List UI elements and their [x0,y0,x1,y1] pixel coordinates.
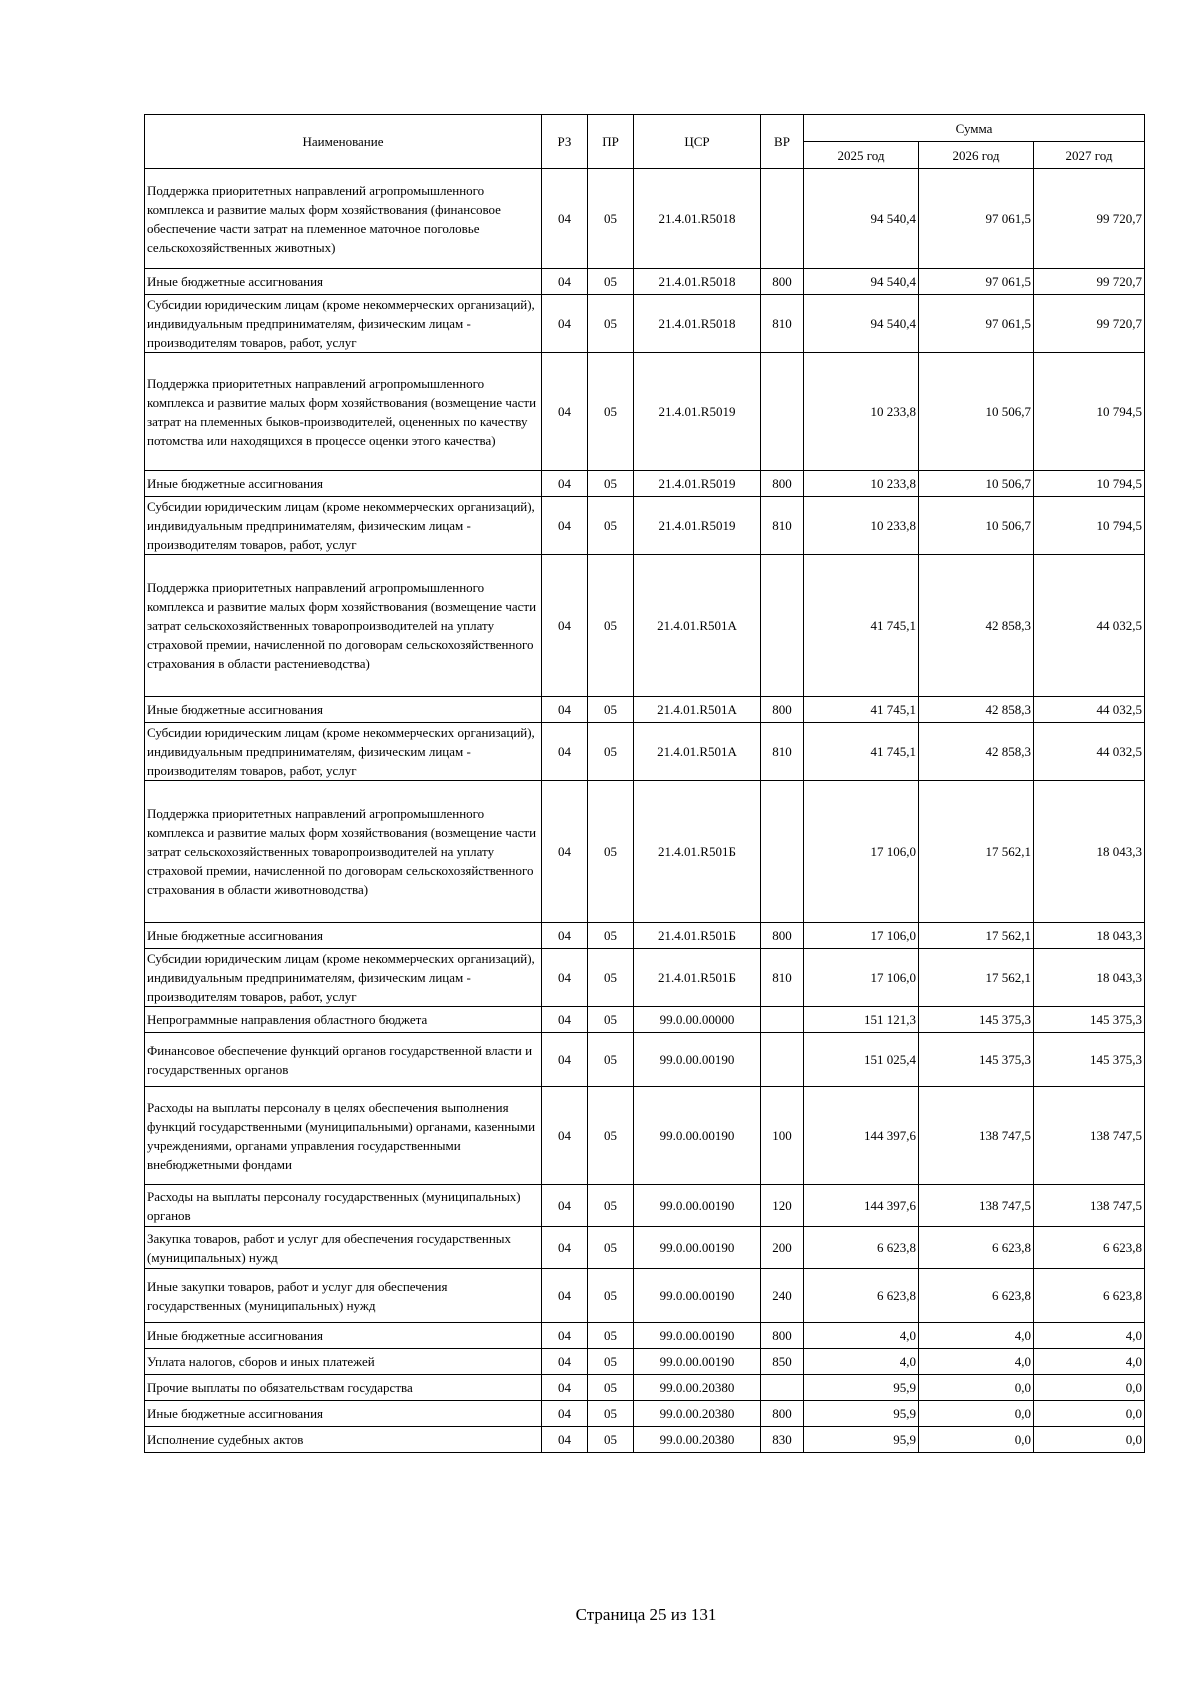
cell-2026: 6 623,8 [919,1227,1034,1269]
cell-2026: 42 858,3 [919,723,1034,781]
cell-rz: 04 [542,1375,588,1401]
page-number: Страница 25 из 131 [575,1605,717,1624]
cell-2026: 0,0 [919,1401,1034,1427]
cell-2025: 94 540,4 [804,169,919,269]
cell-2027: 138 747,5 [1034,1185,1145,1227]
cell-vr [761,555,804,697]
cell-vr: 810 [761,949,804,1007]
table-row [145,781,1145,923]
cell-vr: 800 [761,1401,804,1427]
cell-vr: 240 [761,1269,804,1323]
cell-2026: 0,0 [919,1427,1034,1453]
table-row [145,1007,1145,1033]
cell-vr: 120 [761,1185,804,1227]
cell-pr: 05 [588,723,634,781]
cell-2027: 99 720,7 [1034,169,1145,269]
cell-2027: 145 375,3 [1034,1007,1145,1033]
cell-pr: 05 [588,169,634,269]
cell-pr: 05 [588,1185,634,1227]
cell-2025: 17 106,0 [804,923,919,949]
cell-name: Финансовое обеспечение функций органов государственной власти и государственных органов [145,1033,542,1087]
header-vr: ВР [761,115,804,169]
cell-2026: 138 747,5 [919,1087,1034,1185]
cell-rz: 04 [542,169,588,269]
cell-2025: 144 397,6 [804,1087,919,1185]
cell-csr: 21.4.01.R5018 [634,169,761,269]
cell-vr: 800 [761,269,804,295]
cell-name: Субсидии юридическим лицам (кроме некоммерческих организаций), индивидуальным предпринимателям, физическим лицам - производителям товаров, работ, услуг [145,723,542,781]
cell-rz: 04 [542,471,588,497]
header-year-2027: 2027 год [1034,142,1145,169]
cell-2027: 99 720,7 [1034,295,1145,353]
cell-rz: 04 [542,269,588,295]
cell-name: Иные бюджетные ассигнования [145,697,542,723]
header-csr: ЦСР [634,115,761,169]
cell-vr [761,781,804,923]
cell-2027: 6 623,8 [1034,1227,1145,1269]
table-body [145,169,1145,1453]
cell-2025: 17 106,0 [804,781,919,923]
cell-pr: 05 [588,1269,634,1323]
cell-2025: 10 233,8 [804,471,919,497]
cell-csr: 99.0.00.00190 [634,1349,761,1375]
cell-csr: 21.4.01.R501А [634,723,761,781]
cell-2025: 6 623,8 [804,1269,919,1323]
cell-rz: 04 [542,697,588,723]
cell-2027: 0,0 [1034,1427,1145,1453]
cell-name: Иные бюджетные ассигнования [145,1401,542,1427]
cell-name: Поддержка приоритетных направлений агропромышленного комплекса и развитие малых форм хозяйствования (возмещение части затрат сельскохозяйственных товаропроизводителей на уплату страховой премии, начисленной по договорам сельскохозяйственного страхования в области животноводства) [145,781,542,923]
cell-csr: 99.0.00.00190 [634,1323,761,1349]
cell-rz: 04 [542,1427,588,1453]
table-row [145,1227,1145,1269]
cell-2026: 97 061,5 [919,169,1034,269]
cell-vr: 800 [761,923,804,949]
cell-name: Поддержка приоритетных направлений агропромышленного комплекса и развитие малых форм хозяйствования (финансовое обеспечение части затрат на племенное маточное поголовье сельскохозяйственных животных) [145,169,542,269]
cell-rz: 04 [542,1349,588,1375]
table-row [145,295,1145,353]
cell-csr: 21.4.01.R501А [634,697,761,723]
cell-2027: 4,0 [1034,1323,1145,1349]
cell-csr: 99.0.00.00190 [634,1087,761,1185]
cell-name: Иные закупки товаров, работ и услуг для обеспечения государственных (муниципальных) нужд [145,1269,542,1323]
cell-csr: 99.0.00.00190 [634,1185,761,1227]
cell-2025: 41 745,1 [804,723,919,781]
cell-rz: 04 [542,497,588,555]
cell-2026: 10 506,7 [919,497,1034,555]
cell-2027: 44 032,5 [1034,555,1145,697]
cell-vr: 800 [761,697,804,723]
cell-rz: 04 [542,1185,588,1227]
table-row [145,723,1145,781]
cell-2025: 10 233,8 [804,353,919,471]
header-year-2026: 2026 год [919,142,1034,169]
cell-pr: 05 [588,1427,634,1453]
cell-2027: 18 043,3 [1034,949,1145,1007]
cell-pr: 05 [588,353,634,471]
cell-csr: 99.0.00.20380 [634,1427,761,1453]
cell-2026: 17 562,1 [919,949,1034,1007]
cell-pr: 05 [588,1401,634,1427]
header-year-2025: 2025 год [804,142,919,169]
cell-pr: 05 [588,1323,634,1349]
cell-name: Субсидии юридическим лицам (кроме некоммерческих организаций), индивидуальным предпринимателям, физическим лицам - производителям товаров, работ, услуг [145,295,542,353]
cell-2025: 94 540,4 [804,295,919,353]
cell-vr [761,1375,804,1401]
cell-2027: 145 375,3 [1034,1033,1145,1087]
cell-pr: 05 [588,497,634,555]
cell-2026: 97 061,5 [919,269,1034,295]
table-row [145,1033,1145,1087]
cell-pr: 05 [588,269,634,295]
table-row [145,1349,1145,1375]
cell-rz: 04 [542,1033,588,1087]
cell-name: Поддержка приоритетных направлений агропромышленного комплекса и развитие малых форм хозяйствования (возмещение части затрат сельскохозяйственных товаропроизводителей на уплату страховой премии, начисленной по договорам сельскохозяйственного страхования в области растениеводства) [145,555,542,697]
cell-name: Иные бюджетные ассигнования [145,1323,542,1349]
cell-name: Непрограммные направления областного бюджета [145,1007,542,1033]
cell-2027: 10 794,5 [1034,497,1145,555]
cell-vr: 830 [761,1427,804,1453]
cell-csr: 99.0.00.20380 [634,1401,761,1427]
cell-vr [761,1033,804,1087]
table-header [145,115,1145,169]
cell-2025: 41 745,1 [804,555,919,697]
header-name: Наименование [145,115,542,169]
cell-2025: 4,0 [804,1323,919,1349]
cell-pr: 05 [588,1349,634,1375]
cell-name: Исполнение судебных актов [145,1427,542,1453]
cell-rz: 04 [542,1087,588,1185]
cell-csr: 21.4.01.R501Б [634,923,761,949]
table-row [145,1087,1145,1185]
cell-name: Уплата налогов, сборов и иных платежей [145,1349,542,1375]
cell-pr: 05 [588,1227,634,1269]
cell-2026: 42 858,3 [919,555,1034,697]
cell-vr: 200 [761,1227,804,1269]
cell-pr: 05 [588,697,634,723]
header-sum: Сумма [804,115,1145,142]
table-row [145,169,1145,269]
cell-2025: 4,0 [804,1349,919,1375]
cell-2026: 10 506,7 [919,353,1034,471]
cell-2027: 6 623,8 [1034,1269,1145,1323]
cell-2027: 138 747,5 [1034,1087,1145,1185]
header-pr: ПР [588,115,634,169]
cell-vr: 850 [761,1349,804,1375]
cell-2027: 44 032,5 [1034,697,1145,723]
cell-2026: 145 375,3 [919,1007,1034,1033]
cell-pr: 05 [588,949,634,1007]
cell-rz: 04 [542,1227,588,1269]
cell-pr: 05 [588,471,634,497]
cell-2026: 6 623,8 [919,1269,1034,1323]
cell-rz: 04 [542,781,588,923]
cell-2026: 145 375,3 [919,1033,1034,1087]
cell-2025: 144 397,6 [804,1185,919,1227]
cell-csr: 99.0.00.00000 [634,1007,761,1033]
cell-vr: 800 [761,1323,804,1349]
cell-2027: 99 720,7 [1034,269,1145,295]
cell-rz: 04 [542,353,588,471]
cell-csr: 21.4.01.R5019 [634,471,761,497]
cell-rz: 04 [542,1007,588,1033]
cell-name: Поддержка приоритетных направлений агропромышленного комплекса и развитие малых форм хозяйствования (возмещение части затрат на племенных быков-производителей, оцененных по качеству потомства или находящихся в процессе оценки этого качества) [145,353,542,471]
cell-2026: 4,0 [919,1349,1034,1375]
table-row [145,269,1145,295]
cell-2025: 10 233,8 [804,497,919,555]
cell-name: Прочие выплаты по обязательствам государства [145,1375,542,1401]
cell-name: Расходы на выплаты персоналу в целях обеспечения выполнения функций государственными (муниципальными) органами, казенными учреждениями, органами управления государственными внебюджетными фондами [145,1087,542,1185]
cell-vr [761,169,804,269]
cell-vr: 800 [761,471,804,497]
cell-2025: 95,9 [804,1375,919,1401]
cell-2027: 0,0 [1034,1375,1145,1401]
cell-2026: 10 506,7 [919,471,1034,497]
cell-2025: 95,9 [804,1401,919,1427]
table-row [145,1185,1145,1227]
table-row [145,1427,1145,1453]
cell-csr: 99.0.00.00190 [634,1269,761,1323]
cell-vr: 810 [761,723,804,781]
cell-name: Расходы на выплаты персоналу государственных (муниципальных) органов [145,1185,542,1227]
cell-2026: 17 562,1 [919,781,1034,923]
cell-2025: 17 106,0 [804,949,919,1007]
cell-vr: 100 [761,1087,804,1185]
cell-2026: 42 858,3 [919,697,1034,723]
header-rz: РЗ [542,115,588,169]
cell-csr: 21.4.01.R501А [634,555,761,697]
cell-rz: 04 [542,923,588,949]
cell-csr: 21.4.01.R501Б [634,781,761,923]
cell-2025: 41 745,1 [804,697,919,723]
cell-2026: 138 747,5 [919,1185,1034,1227]
table-row [145,923,1145,949]
cell-rz: 04 [542,1401,588,1427]
cell-pr: 05 [588,1087,634,1185]
cell-csr: 21.4.01.R5019 [634,497,761,555]
budget-table [144,114,1145,1453]
cell-pr: 05 [588,781,634,923]
cell-csr: 21.4.01.R501Б [634,949,761,1007]
cell-2027: 0,0 [1034,1401,1145,1427]
table-row [145,353,1145,471]
cell-2027: 18 043,3 [1034,923,1145,949]
cell-csr: 99.0.00.00190 [634,1033,761,1087]
cell-rz: 04 [542,1323,588,1349]
cell-2025: 151 121,3 [804,1007,919,1033]
cell-2025: 94 540,4 [804,269,919,295]
cell-csr: 99.0.00.00190 [634,1227,761,1269]
table-row [145,1375,1145,1401]
cell-name: Закупка товаров, работ и услуг для обеспечения государственных (муниципальных) нужд [145,1227,542,1269]
cell-pr: 05 [588,1375,634,1401]
cell-vr [761,1007,804,1033]
cell-name: Иные бюджетные ассигнования [145,269,542,295]
cell-csr: 21.4.01.R5018 [634,269,761,295]
table-row [145,555,1145,697]
cell-rz: 04 [542,949,588,1007]
cell-pr: 05 [588,1007,634,1033]
cell-rz: 04 [542,555,588,697]
cell-pr: 05 [588,295,634,353]
cell-2025: 151 025,4 [804,1033,919,1087]
cell-pr: 05 [588,1033,634,1087]
cell-2027: 18 043,3 [1034,781,1145,923]
cell-rz: 04 [542,723,588,781]
cell-name: Иные бюджетные ассигнования [145,471,542,497]
cell-2025: 95,9 [804,1427,919,1453]
cell-2027: 10 794,5 [1034,471,1145,497]
cell-2026: 97 061,5 [919,295,1034,353]
cell-2026: 4,0 [919,1323,1034,1349]
table-row [145,1269,1145,1323]
cell-2027: 10 794,5 [1034,353,1145,471]
cell-csr: 21.4.01.R5018 [634,295,761,353]
cell-vr [761,353,804,471]
cell-rz: 04 [542,295,588,353]
cell-csr: 21.4.01.R5019 [634,353,761,471]
cell-2027: 4,0 [1034,1349,1145,1375]
cell-2025: 6 623,8 [804,1227,919,1269]
cell-name: Субсидии юридическим лицам (кроме некоммерческих организаций), индивидуальным предпринимателям, физическим лицам - производителям товаров, работ, услуг [145,497,542,555]
cell-rz: 04 [542,1269,588,1323]
cell-vr: 810 [761,295,804,353]
cell-2026: 17 562,1 [919,923,1034,949]
cell-name: Иные бюджетные ассигнования [145,923,542,949]
cell-pr: 05 [588,923,634,949]
table-row [145,497,1145,555]
cell-csr: 99.0.00.20380 [634,1375,761,1401]
cell-name: Субсидии юридическим лицам (кроме некоммерческих организаций), индивидуальным предпринимателям, физическим лицам - производителям товаров, работ, услуг [145,949,542,1007]
table-row [145,471,1145,497]
table-row [145,1401,1145,1427]
cell-2027: 44 032,5 [1034,723,1145,781]
cell-pr: 05 [588,555,634,697]
cell-2026: 0,0 [919,1375,1034,1401]
cell-vr: 810 [761,497,804,555]
table-row [145,949,1145,1007]
table-row [145,697,1145,723]
table-row [145,1323,1145,1349]
